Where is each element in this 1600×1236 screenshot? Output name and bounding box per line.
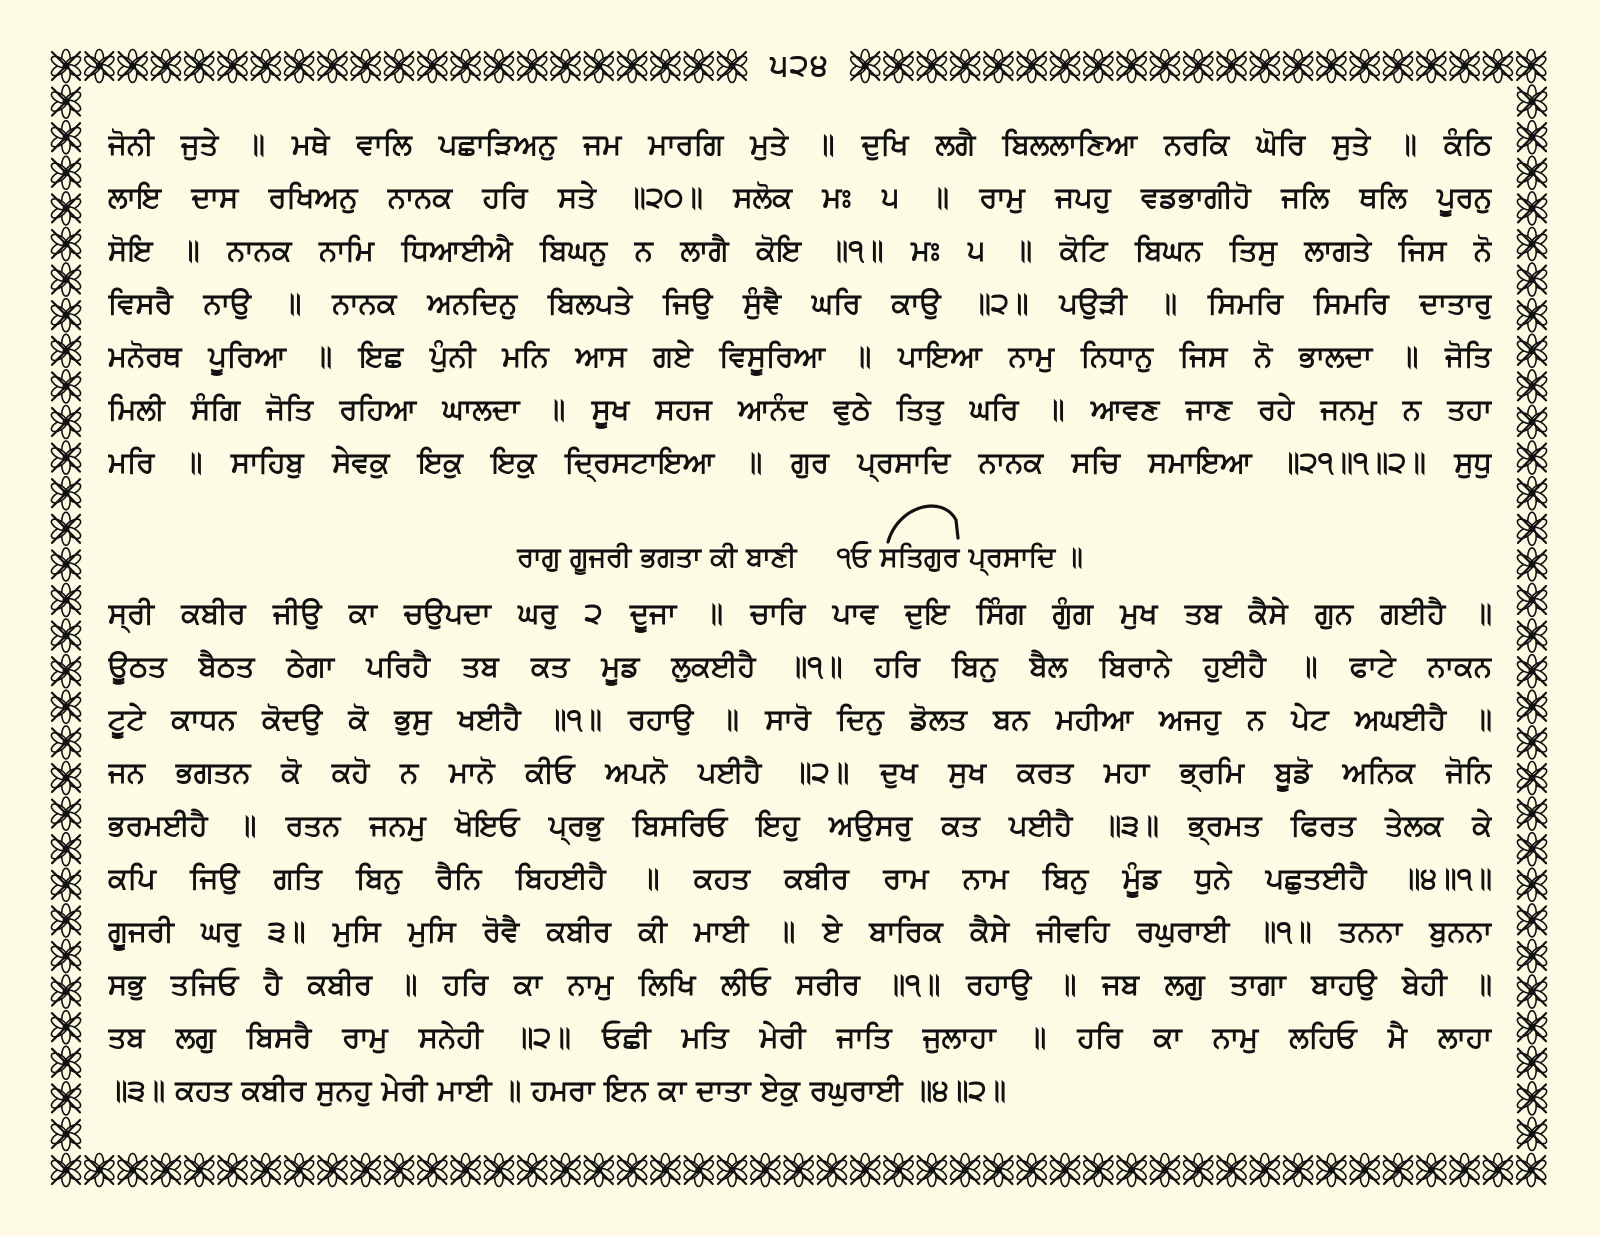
page-number: [0, 48, 1600, 83]
floral-star-icon: [516, 1154, 549, 1187]
floral-star-icon: [1516, 228, 1549, 261]
floral-star-icon: [1516, 156, 1549, 189]
floral-star-icon: [50, 1011, 83, 1044]
raag-title: ਰਾਗੁ ਗੂਜਰੀ ਭਗਤਾ ਕੀ ਬਾਣੀ: [517, 542, 797, 573]
floral-star-icon: [1516, 797, 1549, 830]
text-line: ਸੋਇ ॥ ਨਾਨਕ ਨਾਮਿ ਧਿਆਈਐ ਬਿਘਨੁ ਨ ਲਾਗੈ ਕੋਇ ॥੧॥ ਮਃ ੫ ॥ ਕੋਟਿ ਬਿਘਨ ਤਿਸੁ ਲਾਗਤੇ ਜਿਸ ਨੋ: [108, 233, 1492, 267]
floral-star-icon: [1516, 833, 1549, 866]
floral-star-icon: [50, 1046, 83, 1079]
floral-star-icon: [1516, 655, 1549, 688]
floral-star-icon: [749, 1154, 782, 1187]
floral-star-icon: [50, 477, 83, 510]
text-line: ਸਭੁ ਤਜਿਓ ਹੈ ਕਬੀਰ ॥ ਹਰਿ ਕਾ ਨਾਮੁ ਲਿਖਿ ਲੀਓ ਸਰੀਰ ॥੧॥ ਰਹਾਉ ॥ ਜਬ ਲਗੁ ਤਾਗਾ ਬਾਹਉ ਬੇਹੀ ॥: [108, 967, 1492, 1001]
section-2-text: [108, 587, 1492, 1117]
floral-star-icon: [1082, 1154, 1115, 1187]
floral-star-icon: [216, 1154, 249, 1187]
floral-star-icon: [50, 1082, 83, 1115]
text-line: ਕਪਿ ਜਿਉ ਗਤਿ ਬਿਨੁ ਰੈਨਿ ਬਿਹਈਹੈ ॥ ਕਹਤ ਕਬੀਰ ਰਾਮ ਨਾਮ ਬਿਨੁ ਮੂੰਡ ਧੁਨੇ ਪਛੁਤਈਹੈ ॥੪॥੧॥: [108, 861, 1492, 895]
floral-star-icon: [283, 1154, 316, 1187]
floral-star-icon: [50, 762, 83, 795]
floral-star-icon: [1149, 1154, 1182, 1187]
floral-star-icon: [1516, 584, 1549, 617]
floral-star-icon: [83, 1154, 116, 1187]
floral-star-icon: [50, 299, 83, 332]
floral-star-icon: [549, 1154, 582, 1187]
floral-star-icon: [50, 1118, 83, 1151]
floral-star-icon: [649, 1154, 682, 1187]
floral-star-icon: [50, 85, 83, 118]
floral-star-icon: [50, 797, 83, 830]
floral-star-icon: [915, 1154, 948, 1187]
floral-star-icon: [1516, 334, 1549, 367]
text-line: ਵਿਸਰੈ ਨਾਉ ॥ ਨਾਨਕ ਅਨਦਿਨੁ ਬਿਲਪਤੇ ਜਿਉ ਸੁੰਞੈ ਘਰਿ ਕਾਉ ॥੨॥ ਪਉੜੀ ॥ ਸਿਮਰਿ ਸਿਮਰਿ ਦਾਤਾਰੁ: [108, 286, 1492, 320]
floral-star-icon: [116, 1154, 149, 1187]
floral-star-icon: [1516, 762, 1549, 795]
floral-star-icon: [1382, 1154, 1415, 1187]
floral-star-icon: [1516, 1082, 1549, 1115]
floral-star-icon: [50, 726, 83, 759]
floral-star-icon: [1516, 299, 1549, 332]
floral-star-icon: [50, 441, 83, 474]
floral-star-icon: [50, 370, 83, 403]
floral-star-icon: [582, 1154, 615, 1187]
floral-star-icon: [1282, 1154, 1315, 1187]
text-line: ਟੂਟੇ ਕਾਧਨ ਕੋਦਉ ਕੋ ਭੁਸੁ ਖਈਹੈ ॥੧॥ ਰਹਾਉ ॥ ਸਾਰੋ ਦਿਨੁ ਡੋਲਤ ਬਨ ਮਹੀਆ ਅਜਹੁ ਨ ਪੇਟ ਅਘਈਹੈ ॥: [108, 702, 1492, 736]
raag-heading: [0, 538, 1600, 578]
floral-star-icon: [50, 833, 83, 866]
floral-star-icon: [50, 584, 83, 617]
floral-star-icon: [1015, 1154, 1048, 1187]
floral-star-icon: [1516, 868, 1549, 901]
floral-star-icon: [882, 1154, 915, 1187]
floral-star-icon: [1049, 1154, 1082, 1187]
floral-star-icon: [849, 1154, 882, 1187]
floral-star-icon: [1516, 690, 1549, 723]
text-line: ਤਬ ਲਗੁ ਬਿਸਰੈ ਰਾਮੁ ਸਨੇਹੀ ॥੨॥ ਓਛੀ ਮਤਿ ਮੇਰੀ ਜਾਤਿ ਜੁਲਾਹਾ ॥ ਹਰਿ ਕਾ ਨਾਮੁ ਲਹਿਓ ਮੈ ਲਾਹਾ: [108, 1020, 1492, 1054]
floral-star-icon: [682, 1154, 715, 1187]
floral-star-icon: [249, 1154, 282, 1187]
floral-star-icon: [1516, 619, 1549, 652]
floral-star-icon: [150, 1154, 183, 1187]
floral-star-icon: [383, 1154, 416, 1187]
floral-star-icon: [1215, 1154, 1248, 1187]
floral-star-icon: [449, 1154, 482, 1187]
floral-star-icon: [716, 1154, 749, 1187]
floral-star-icon: [1516, 85, 1549, 118]
floral-star-icon: [1448, 1154, 1481, 1187]
floral-star-icon: [183, 1154, 216, 1187]
floral-star-icon: [1248, 1154, 1281, 1187]
floral-star-icon: [50, 1154, 83, 1187]
floral-star-icon: [50, 121, 83, 154]
floral-star-icon: [1516, 1011, 1549, 1044]
floral-star-icon: [816, 1154, 849, 1187]
floral-star-icon: [50, 263, 83, 296]
floral-star-icon: [616, 1154, 649, 1187]
floral-star-icon: [50, 156, 83, 189]
floral-star-icon: [1516, 904, 1549, 937]
floral-star-icon: [50, 868, 83, 901]
floral-star-icon: [1516, 263, 1549, 296]
floral-star-icon: [982, 1154, 1015, 1187]
floral-star-icon: [782, 1154, 815, 1187]
floral-star-icon: [50, 975, 83, 1008]
floral-star-icon: [50, 192, 83, 225]
floral-star-icon: [1482, 1154, 1515, 1187]
section-1-text: [108, 118, 1492, 489]
floral-star-icon: [1516, 940, 1549, 973]
floral-star-icon: [1516, 726, 1549, 759]
page-number-text: ੫੨੪: [758, 48, 842, 83]
text-line: ਭਰਮਈਹੈ ॥ ਰਤਨ ਜਨਮੁ ਖੋਇਓ ਪ੍ਰਭੁ ਬਿਸਰਿਓ ਇਹੁ ਅਉਸਰੁ ਕਤ ਪਈਹੈ ॥੩॥ ਭ੍ਰਮਤ ਫਿਰਤ ਤੇਲਕ ਕੇ: [108, 808, 1492, 842]
floral-star-icon: [1516, 1046, 1549, 1079]
text-line: ਸ੍ਰੀ ਕਬੀਰ ਜੀਉ ਕਾ ਚਉਪਦਾ ਘਰੁ ੨ ਦੂਜਾ ॥ ਚਾਰਿ ਪਾਵ ਦੁਇ ਸਿੰਗ ਗੁੰਗ ਮੁਖ ਤਬ ਕੈਸੇ ਗੁਨ ਗਈਹੈ ॥: [108, 596, 1492, 630]
floral-star-icon: [1348, 1154, 1381, 1187]
floral-star-icon: [1415, 1154, 1448, 1187]
text-line: ਮਨੋਰਥ ਪੂਰਿਆ ॥ ਇਛ ਪੁੰਨੀ ਮਨਿ ਆਸ ਗਏ ਵਿਸੂਰਿਆ ॥ ਪਾਇਆ ਨਾਮੁ ਨਿਧਾਨੁ ਜਿਸ ਨੋ ਭਾਲਦਾ ॥ ਜੋਤਿ: [108, 339, 1492, 373]
text-line: ਲਾਇ ਦਾਸ ਰਖਿਅਨੁ ਨਾਨਕ ਹਰਿ ਸਤੇ ॥੨੦॥ ਸਲੋਕ ਮਃ ੫ ॥ ਰਾਮੁ ਜਪਹੁ ਵਡਭਾਗੀਹੋ ਜਲਿ ਥਲਿ ਪੂਰਨੁ: [108, 180, 1492, 214]
text-line: ਮਿਲੀ ਸੰਗਿ ਜੋਤਿ ਰਹਿਆ ਘਾਲਦਾ ॥ ਸੂਖ ਸਹਜ ਆਨੰਦ ਵੁਠੇ ਤਿਤੁ ਘਰਿ ॥ ਆਵਣ ਜਾਣ ਰਹੇ ਜਨਮੁ ਨ ਤਹਾ: [108, 392, 1492, 426]
floral-star-icon: [1516, 192, 1549, 225]
text-line: ਗੂਜਰੀ ਘਰੁ ੩॥ ਮੁਸਿ ਮੁਸਿ ਰੋਵੈ ਕਬੀਰ ਕੀ ਮਾਈ ॥ ਏ ਬਾਰਿਕ ਕੈਸੇ ਜੀਵਹਿ ਰਘੁਰਾਈ ॥੧॥ ਤਨਨਾ ਬੁਨਨਾ: [108, 914, 1492, 948]
text-line: ਊਠਤ ਬੈਠਤ ਠੇਗਾ ਪਰਿਹੈ ਤਬ ਕਤ ਮੂਡ ਲੁਕਈਹੈ ॥੧॥ ਹਰਿ ਬਿਨੁ ਬੈਲ ਬਿਰਾਨੇ ਹੁਈਹੈ ॥ ਫਾਟੇ ਨਾਕਨ: [108, 649, 1492, 683]
floral-star-icon: [1516, 441, 1549, 474]
floral-star-icon: [1115, 1154, 1148, 1187]
floral-star-icon: [1516, 406, 1549, 439]
floral-star-icon: [50, 655, 83, 688]
floral-star-icon: [1516, 975, 1549, 1008]
floral-star-icon: [1315, 1154, 1348, 1187]
floral-star-icon: [50, 904, 83, 937]
floral-star-icon: [50, 940, 83, 973]
floral-star-icon: [50, 406, 83, 439]
floral-star-icon: [1516, 370, 1549, 403]
text-line: ਮਰਿ ॥ ਸਾਹਿਬੁ ਸੇਵਕੁ ਇਕੁ ਇਕੁ ਦ੍ਰਿਸਟਾਇਆ ॥ ਗੁਰ ਪ੍ਰਸਾਦਿ ਨਾਨਕ ਸਚਿ ਸਮਾਇਆ ॥੨੧॥੧॥੨॥ ਸੁਧੁ: [108, 445, 1492, 479]
floral-star-icon: [1182, 1154, 1215, 1187]
floral-star-icon: [416, 1154, 449, 1187]
floral-star-icon: [1515, 1154, 1548, 1187]
floral-star-icon: [50, 228, 83, 261]
floral-star-icon: [50, 334, 83, 367]
text-line: ਜਨ ਭਗਤਨ ਕੋ ਕਹੋ ਨ ਮਾਨੋ ਕੀਓ ਅਪਨੋ ਪਈਹੈ ॥੨॥ ਦੁਖ ਸੁਖ ਕਰਤ ਮਹਾ ਭ੍ਰਮਿ ਬੂਡੋ ਅਨਿਕ ਜੋਨਿ: [108, 755, 1492, 789]
floral-star-icon: [50, 619, 83, 652]
floral-star-icon: [949, 1154, 982, 1187]
floral-star-icon: [349, 1154, 382, 1187]
floral-star-icon: [1516, 1118, 1549, 1151]
floral-star-icon: [316, 1154, 349, 1187]
floral-star-icon: [483, 1154, 516, 1187]
floral-star-icon: [50, 690, 83, 723]
text-line: ਜੋਨੀ ਜੁਤੇ ॥ ਮਥੇ ਵਾਲਿ ਪਛਾੜਿਅਨੁ ਜਮ ਮਾਰਗਿ ਮੁਤੇ ॥ ਦੁਖਿ ਲਗੈ ਬਿਲਲਾਣਿਆ ਨਰਕਿ ਘੋਰਿ ਸੁਤੇ ॥ ਕੰਠਿ: [108, 127, 1492, 161]
mool-mantar: ੧ਓ ਸਤਿਗੁਰ ਪ੍ਰਸਾਦਿ ॥: [836, 542, 1083, 573]
text-line: ॥੩॥ ਕਹਤ ਕਬੀਰ ਸੁਨਹੁ ਮੇਰੀ ਮਾਈ ॥ ਹਮਰਾ ਇਨ ਕਾ ਦਾਤਾ ਏਕੁ ਰਘੁਰਾਈ ॥੪॥੨॥: [108, 1073, 1007, 1107]
floral-star-icon: [1516, 477, 1549, 510]
floral-star-icon: [1516, 121, 1549, 154]
